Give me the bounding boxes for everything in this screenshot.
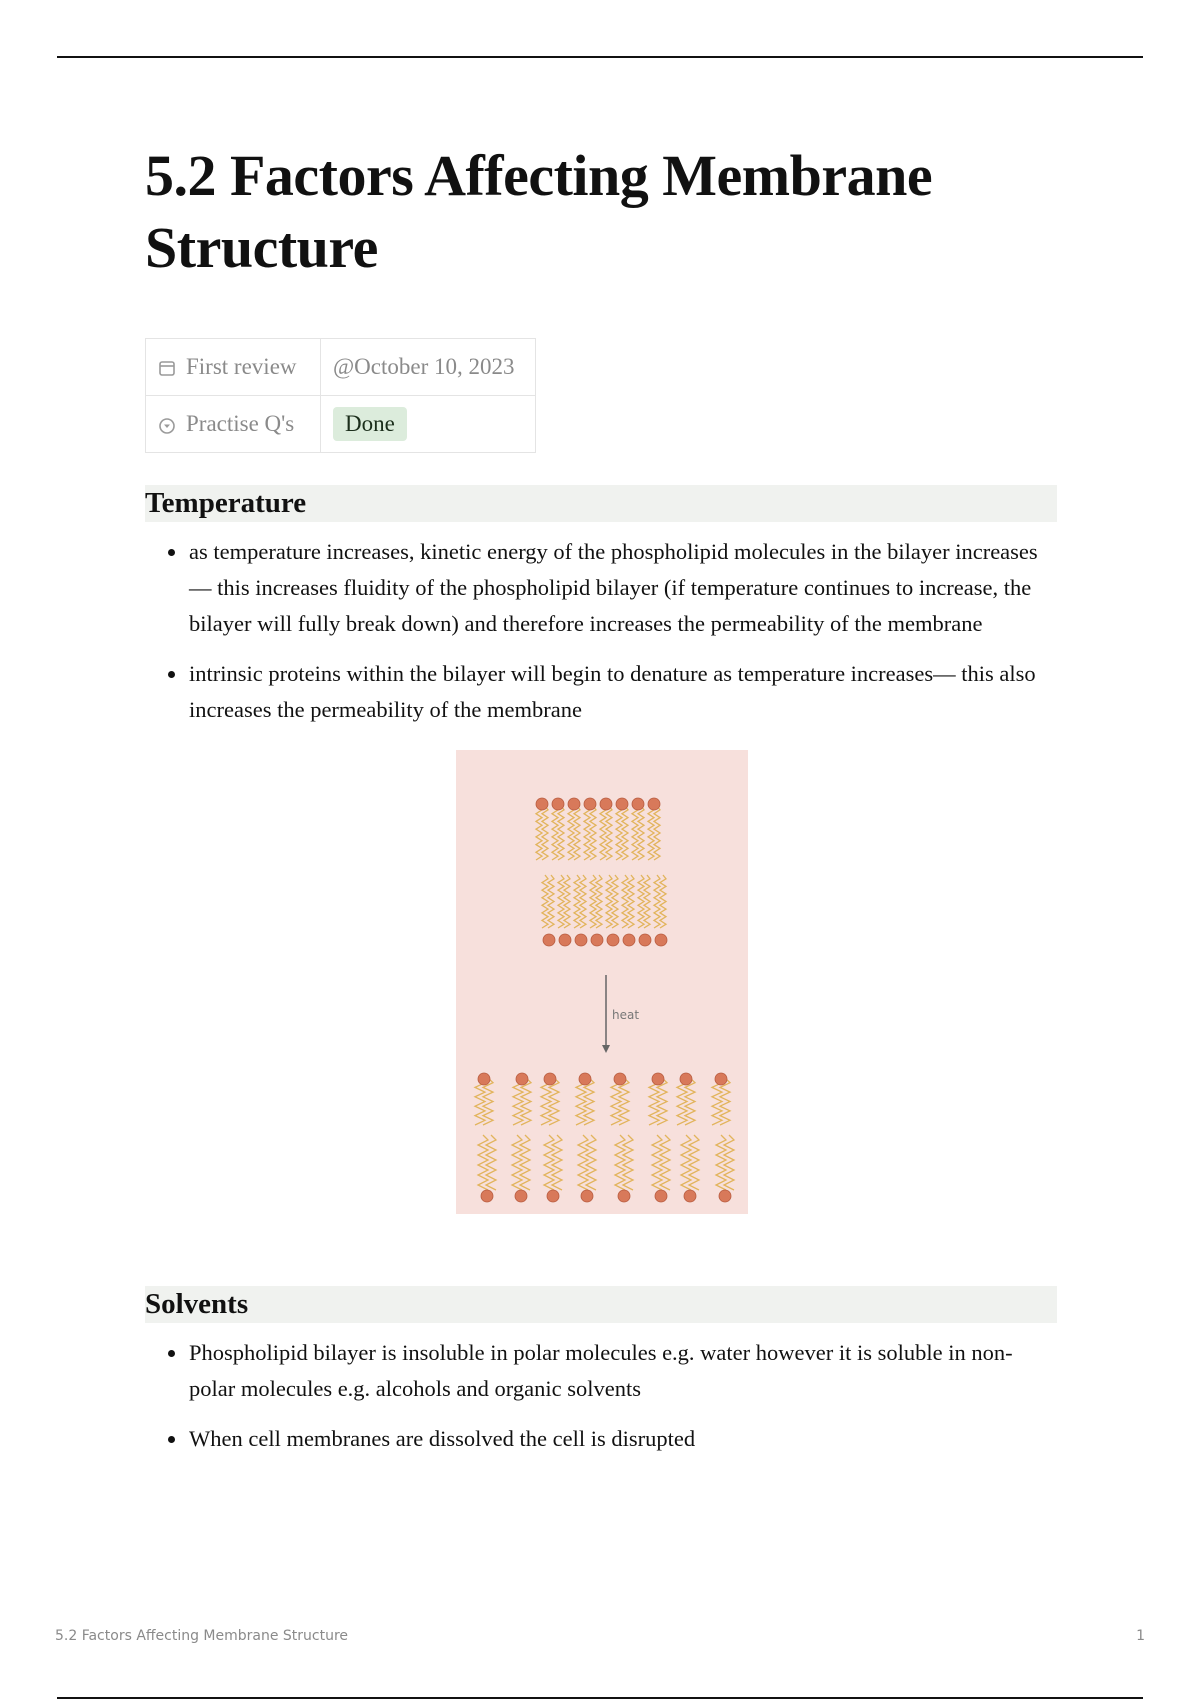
status-badge[interactable]: Done — [333, 407, 407, 441]
lipid-head — [575, 934, 587, 946]
lipid-head — [639, 934, 651, 946]
lipid-head — [652, 1073, 664, 1085]
select-icon — [158, 416, 176, 434]
footer-title: 5.2 Factors Affecting Membrane Structure — [55, 1628, 349, 1644]
lipid-head — [547, 1190, 559, 1202]
lipid-head — [516, 1073, 528, 1085]
top-rule — [57, 56, 1143, 58]
lipid-head — [544, 1073, 556, 1085]
list-item: • as temperature increases, kinetic energy of the phospholipid molecules in the bilayer increases— this increases fluidity of the phospholipid bilayer (if temperature continues to increase, the bilayer will fully break down) and therefore increases the permeability of the membrane — [188, 534, 1057, 642]
lipid-head — [543, 934, 555, 946]
lipid-head — [568, 798, 580, 810]
lipid-head — [584, 798, 596, 810]
temperature-bullet-list — [145, 534, 1057, 728]
heat-label: heat — [612, 1008, 640, 1022]
lipid-head — [655, 934, 667, 946]
lipid-head — [623, 934, 635, 946]
properties-table — [145, 338, 536, 453]
page-title: 5.2 Factors Affecting Membrane Structure — [145, 143, 933, 280]
lipid-head — [684, 1190, 696, 1202]
property-value[interactable] — [321, 396, 536, 453]
lipid-head — [715, 1073, 727, 1085]
list-item: • Phospholipid bilayer is insoluble in polar molecules e.g. water however it is soluble in non-polar molecules e.g. alcohols and organic solvents — [188, 1335, 1057, 1407]
lipid-head — [607, 934, 619, 946]
property-key-label: Practise Q's — [186, 411, 295, 436]
section-heading-temperature: Temperature — [145, 485, 1057, 522]
lipid-head — [581, 1190, 593, 1202]
calendar-icon — [158, 359, 176, 377]
first-review-date: @October 10, 2023 — [333, 354, 515, 379]
lipid-head — [632, 798, 644, 810]
lipid-head — [536, 798, 548, 810]
lipid-head — [481, 1190, 493, 1202]
bottom-rule — [57, 1697, 1143, 1699]
lipid-head — [559, 934, 571, 946]
property-key — [146, 396, 321, 453]
property-key-label: First review — [186, 354, 297, 379]
lipid-head — [591, 934, 603, 946]
lipid-head — [618, 1190, 630, 1202]
lipid-head — [478, 1073, 490, 1085]
lipid-head — [680, 1073, 692, 1085]
lipid-head — [719, 1190, 731, 1202]
lipid-head — [616, 798, 628, 810]
property-value[interactable] — [321, 339, 536, 396]
solvents-bullet-list — [145, 1335, 1057, 1457]
lipid-head — [600, 798, 612, 810]
list-item: • When cell membranes are dissolved the cell is disrupted — [188, 1421, 1057, 1457]
lipid-head — [552, 798, 564, 810]
bilayer-diagram — [456, 750, 748, 1214]
lipid-head — [515, 1190, 527, 1202]
lipid-head — [579, 1073, 591, 1085]
section-heading-solvents: Solvents — [145, 1286, 1057, 1323]
list-item: • intrinsic proteins within the bilayer will begin to denature as temperature increases— this also increases the permeability of the membrane — [188, 656, 1057, 728]
page-content — [145, 140, 1057, 1471]
footer-page-number: 1 — [1136, 1628, 1145, 1644]
property-row — [146, 396, 536, 453]
lipid-head — [614, 1073, 626, 1085]
lipid-head — [648, 798, 660, 810]
property-row — [146, 339, 536, 396]
property-key — [146, 339, 321, 396]
bilayer-figure — [145, 750, 1057, 1250]
lipid-head — [655, 1190, 667, 1202]
